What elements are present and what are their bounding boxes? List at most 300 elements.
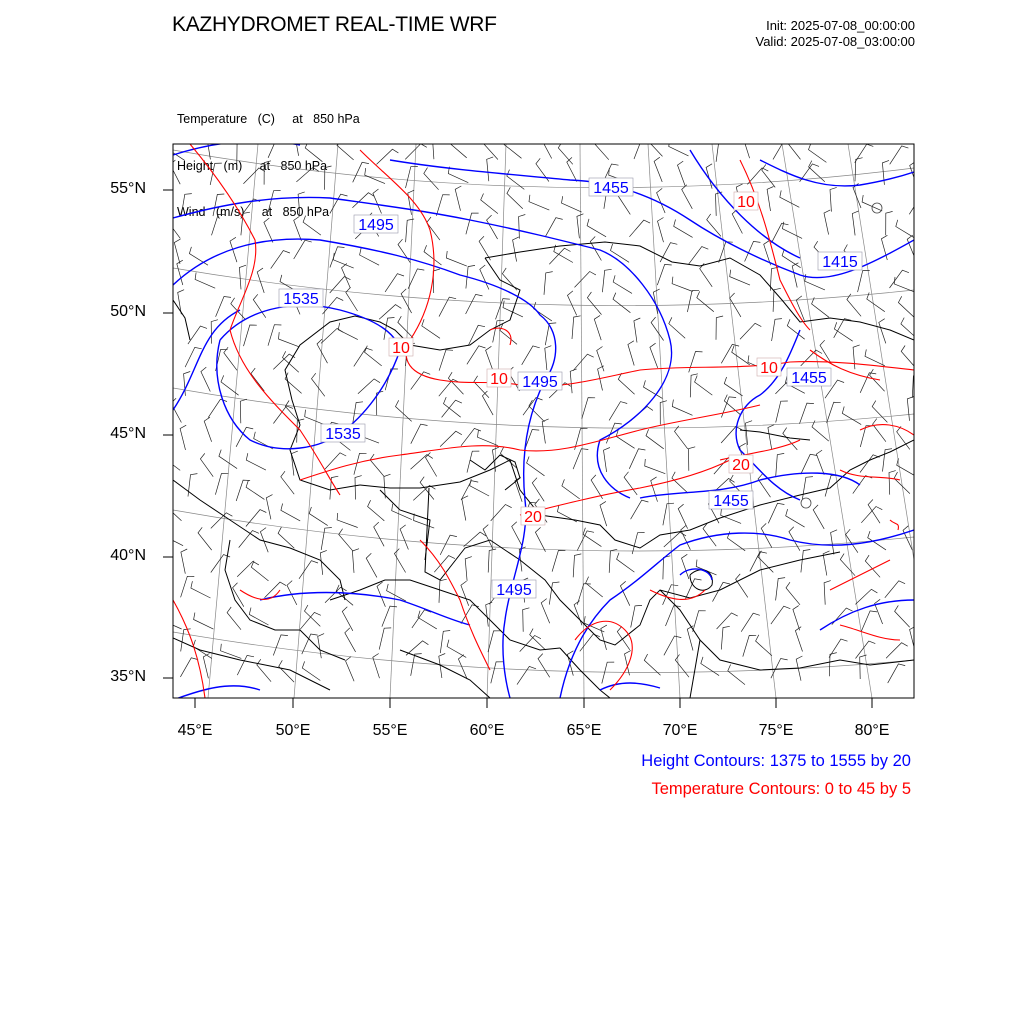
wind-barb [318, 634, 324, 659]
wind-barb [400, 525, 408, 550]
wind-barb [442, 400, 462, 417]
wind-barb [236, 480, 250, 501]
wind-barb [583, 528, 601, 547]
wind-barb [178, 290, 184, 315]
wind-barb [385, 274, 404, 292]
wind-barb [264, 218, 273, 243]
wind-barb [697, 291, 714, 311]
wind-barb [663, 503, 674, 525]
wind-barb [406, 167, 418, 189]
wind-barb [594, 315, 601, 340]
wind-barb [345, 628, 356, 652]
wind-barb [624, 472, 637, 495]
wind-barb [379, 628, 391, 650]
wind-barb [439, 297, 456, 317]
wind-barb [855, 144, 874, 163]
wind-barb [529, 195, 549, 210]
wind-barb [462, 496, 468, 521]
height-label: 1535 [283, 291, 319, 308]
wind-barb [532, 478, 544, 502]
wind-barb [424, 168, 439, 190]
wind-barb [268, 138, 284, 158]
lon-label: 45°E [177, 722, 213, 739]
wind-barb [268, 191, 280, 212]
wind-barb [246, 453, 266, 470]
wind-barb [682, 185, 693, 209]
lon-label: 65°E [566, 722, 602, 739]
wind-barb [787, 137, 801, 160]
wind-barb [294, 216, 302, 241]
wind-barb [436, 195, 449, 216]
wind-barb [337, 139, 354, 160]
wind-barb [411, 654, 422, 676]
wind-barb [368, 500, 385, 521]
wind-barb [479, 236, 490, 260]
wind-barb [646, 429, 664, 449]
wind-barb [446, 251, 466, 266]
wind-barb [366, 553, 377, 577]
wind-barb [872, 401, 887, 423]
wind-barb [840, 554, 855, 576]
wind-barb [486, 346, 494, 371]
wind-barb [401, 289, 412, 313]
wind-barb [795, 627, 802, 652]
height-legend: Height Contours: 1375 to 1555 by 20 [641, 752, 911, 770]
wind-barb [613, 275, 632, 293]
wind-barb [411, 424, 428, 444]
wind-barb [847, 294, 861, 317]
wind-barb [812, 421, 829, 442]
wind-barb [634, 318, 640, 343]
wind-barb [842, 407, 861, 425]
wind-barb [786, 582, 800, 605]
wind-barb [853, 476, 872, 494]
wind-barb [829, 653, 836, 677]
wind-barb [427, 217, 440, 240]
wind-barb [809, 143, 827, 162]
lon-label: 80°E [854, 722, 890, 739]
wind-barb [353, 162, 369, 182]
wind-barb [496, 299, 510, 320]
wind-barb [339, 529, 353, 552]
wind-barb [480, 265, 489, 290]
wind-barb [189, 247, 208, 265]
wind-barb [657, 188, 666, 213]
wind-barb [266, 495, 272, 520]
wind-barb [461, 481, 478, 500]
wind-barb [354, 348, 373, 366]
wind-barb [886, 211, 893, 235]
wind-barb [773, 141, 791, 160]
wind-barb [628, 341, 634, 366]
wind-barb [512, 522, 522, 546]
wind-barb [604, 448, 610, 473]
wind-barb [488, 631, 501, 652]
wind-barb [412, 610, 431, 628]
wind-barb [824, 210, 830, 235]
height-label: 1415 [822, 254, 858, 271]
wind-barb [233, 583, 244, 607]
wind-barb [549, 248, 570, 264]
wind-barb [609, 549, 617, 573]
wind-barb [188, 474, 197, 497]
wind-barb [867, 293, 885, 312]
wind-barb [787, 319, 804, 339]
wind-barb [194, 613, 214, 630]
wind-barb [251, 561, 268, 581]
wind-barb [789, 527, 800, 551]
wind-barb [432, 135, 439, 159]
wind-barb [377, 582, 385, 607]
wind-barb [406, 219, 415, 242]
wind-barb [434, 556, 455, 573]
wind-barb [703, 523, 716, 546]
wind-barb [740, 323, 761, 339]
temperature-label: 20 [524, 509, 542, 526]
wind-barb [320, 550, 327, 574]
wind-barb [298, 192, 305, 216]
wind-barb [570, 369, 577, 393]
field-height: Height (m) at 850 hPa [177, 158, 328, 173]
wind-barb [600, 501, 607, 526]
wind-barb [782, 249, 801, 268]
wind-barb [321, 528, 332, 550]
wind-barb [294, 240, 312, 259]
wind-barb [745, 241, 761, 261]
wind-barb [678, 504, 687, 528]
wind-barb [591, 475, 603, 499]
wind-barb [853, 183, 861, 208]
wind-barb [358, 379, 380, 394]
wind-barb [910, 162, 917, 187]
wind-barb [257, 659, 271, 682]
wind-barb [237, 561, 259, 576]
wind-barb [716, 139, 726, 162]
wind-barb [219, 450, 237, 469]
wind-barb [523, 608, 530, 632]
valid-time: Valid: 2025-07-08_03:00:00 [755, 34, 915, 49]
wind-barb [337, 513, 358, 528]
wind-barb [411, 455, 433, 470]
wind-barb [792, 263, 798, 288]
wind-barb [802, 477, 813, 500]
wind-barb [767, 187, 773, 212]
wind-barb [170, 160, 180, 184]
wind-barb [824, 581, 831, 605]
wind-barb [772, 223, 789, 243]
field-wind: Wind (m/s) at 850 hPa [177, 205, 330, 219]
wind-barb [577, 531, 594, 551]
wind-barb [552, 551, 565, 572]
wind-barb [244, 325, 257, 346]
wind-barb [562, 196, 582, 212]
wind-barb [573, 554, 581, 577]
wind-barb [895, 605, 910, 627]
wind-barb [542, 419, 548, 444]
wind-barb [333, 253, 353, 268]
wind-barb [440, 535, 457, 555]
wind-barb [780, 190, 800, 207]
wind-barb [741, 613, 760, 632]
wind-barb [651, 477, 658, 502]
wind-barb [527, 457, 545, 476]
wind-barb [346, 287, 358, 311]
wind-barb [213, 194, 224, 216]
wind-barb [268, 325, 281, 346]
wind-barb [577, 214, 584, 239]
wind-barb [654, 157, 662, 182]
wind-barb [657, 264, 671, 285]
lon-label: 75°E [758, 722, 794, 739]
lon-label: 70°E [662, 722, 698, 739]
wind-barb [562, 479, 580, 499]
wind-barb [693, 611, 706, 632]
wind-barb [674, 220, 693, 238]
field-temperature: Temperature (C) at 850 hPa [177, 112, 360, 126]
page-title: KAZHYDROMET REAL-TIME WRF [172, 13, 497, 36]
temperature-label: 20 [732, 457, 750, 474]
height-label: 1495 [522, 374, 558, 391]
wind-barb [281, 471, 294, 494]
wind-barb [461, 581, 469, 606]
wind-barb [609, 402, 627, 421]
wind-barb [675, 654, 689, 677]
wind-barb [916, 662, 931, 682]
wind-barb [648, 134, 663, 156]
wind-barb [743, 134, 750, 159]
wind-barb [355, 476, 362, 500]
longitude-lines [208, 144, 914, 698]
wind-barb [504, 138, 521, 158]
wind-barb [273, 354, 295, 369]
wind-barb [721, 427, 742, 443]
wind-barb [450, 137, 467, 158]
wind-barb [227, 607, 241, 630]
wind-barb [713, 582, 730, 601]
wind-barb [663, 556, 670, 580]
wind-barb [696, 560, 716, 575]
wind-barb [558, 142, 573, 164]
wind-barb [519, 547, 526, 572]
wind-barb [433, 269, 440, 293]
wind-barb [645, 459, 666, 474]
wind-barb [707, 214, 721, 237]
wind-barb [689, 247, 709, 265]
wind-barb [210, 163, 222, 185]
wind-barb [342, 264, 351, 289]
wind-barb [535, 527, 545, 551]
wind-barb [846, 529, 858, 553]
wind-barb [572, 316, 581, 339]
wind-barb [567, 157, 577, 181]
temperature-label: 10 [490, 371, 508, 388]
wind-barb [470, 479, 489, 496]
wind-barb [240, 399, 247, 423]
wind-barb [894, 277, 915, 292]
wind-barb [617, 553, 635, 572]
wind-barb [487, 157, 494, 181]
wind-barb [200, 453, 213, 476]
height-label: 1535 [325, 426, 361, 443]
wind-barb [545, 218, 563, 237]
wind-barb [701, 657, 719, 676]
wind-barb [486, 602, 493, 626]
wind-barb [440, 631, 450, 654]
wind-barb [672, 400, 692, 416]
wind-barb [338, 323, 358, 340]
wind-barb [195, 273, 215, 289]
wind-barb [554, 245, 573, 263]
wind-barb [914, 137, 921, 161]
wind-barb [545, 346, 552, 370]
wind-barb [629, 449, 645, 469]
wind-barb [538, 654, 550, 678]
wind-barb [204, 417, 211, 442]
wind-barb [448, 372, 463, 394]
wind-barb [305, 605, 321, 626]
wind-barb [606, 423, 622, 443]
lon-label: 55°E [372, 722, 408, 739]
wind-barb [776, 401, 788, 423]
wind-barb [721, 508, 741, 523]
wind-barb [568, 291, 577, 316]
wind-barb [832, 608, 853, 625]
wind-barb [873, 419, 886, 442]
wind-barb [831, 530, 838, 555]
wind-barb [721, 397, 736, 418]
wind-barb [890, 146, 909, 164]
wind-barb [167, 142, 185, 161]
wind-barb [669, 140, 689, 156]
wind-barb [305, 410, 325, 425]
wind-barb [620, 581, 629, 605]
wind-barb [816, 450, 824, 475]
wind-barb [675, 426, 688, 449]
wind-barb [519, 215, 526, 239]
wind-barb [216, 297, 231, 317]
wind-barb [861, 507, 882, 523]
wind-barb [379, 305, 401, 320]
wind-barb [249, 608, 268, 625]
wind-barb [858, 270, 870, 292]
wind-barb [426, 453, 437, 477]
wind-barb [629, 220, 650, 237]
temperature-label: 10 [760, 360, 778, 377]
wind-barb [287, 581, 297, 605]
wind-barb [672, 277, 693, 292]
lon-label: 60°E [469, 722, 505, 739]
wind-barb [203, 654, 209, 679]
temperature-label: 10 [737, 194, 755, 211]
wind-barb [743, 636, 756, 657]
wind-barb [478, 430, 498, 445]
wind-barb [594, 137, 609, 159]
wind-barb [618, 373, 634, 394]
wind-barb [251, 368, 264, 391]
wind-barb [281, 504, 300, 521]
wind-barb [800, 403, 814, 424]
temperature-legend: Temperature Contours: 0 to 45 by 5 [651, 780, 911, 798]
wind-barb [829, 639, 848, 658]
init-time: Init: 2025-07-08_00:00:00 [766, 18, 915, 33]
wind-barb [191, 581, 211, 598]
wind-barb [658, 218, 664, 243]
wind-barb [861, 611, 877, 631]
wind-barb [466, 213, 479, 234]
wind-barb [907, 397, 914, 421]
wind-barb [541, 134, 551, 158]
wind-barb [650, 343, 658, 368]
wind-barb [513, 237, 519, 262]
height-label: 1495 [358, 217, 394, 234]
wind-barb [382, 606, 397, 627]
wind-barb [855, 158, 863, 182]
wind-barb [889, 471, 896, 495]
wind-barb [896, 220, 915, 238]
wind-barb [890, 270, 909, 288]
wind-barb [644, 654, 660, 675]
wind-barb [352, 193, 374, 208]
wind-barb [201, 367, 210, 391]
wind-barb [750, 552, 767, 572]
wind-barb [303, 216, 321, 236]
wind-barb [801, 350, 822, 366]
wind-barb [522, 346, 540, 365]
wind-barb [180, 658, 198, 677]
height-label: 1455 [713, 493, 749, 510]
wind-barb [672, 472, 688, 493]
wind-barb [700, 263, 713, 286]
wind-barb [786, 509, 805, 527]
latitude-lines [173, 150, 914, 673]
wind-barb [879, 319, 886, 344]
wind-barb [466, 294, 483, 314]
wind-barb [897, 426, 910, 449]
wind-barb [483, 137, 498, 159]
wind-barb [776, 453, 785, 476]
wind-barb [716, 316, 723, 340]
wind-barb [762, 164, 776, 187]
wind-barb [392, 504, 412, 520]
wind-barb [888, 664, 906, 683]
wind-barb [660, 243, 677, 262]
wind-barb [695, 376, 713, 396]
wind-barb [768, 425, 774, 450]
wind-barb [916, 558, 937, 575]
wind-barb [325, 166, 332, 190]
wind-barb [181, 549, 187, 574]
wind-barb [912, 374, 920, 397]
wind-barb [257, 268, 264, 293]
wind-barb [296, 167, 318, 182]
wind-barb [305, 142, 322, 162]
wind-barb [180, 425, 186, 450]
wind-barb [812, 297, 829, 317]
wind-barb [768, 503, 784, 523]
wind-barb [174, 239, 180, 264]
wind-barb [236, 427, 253, 447]
wind-barb [868, 500, 880, 524]
temperature-contour-labels [389, 192, 781, 526]
wind-barb [483, 525, 493, 549]
wind-barb [611, 244, 630, 262]
wind-barb [517, 666, 536, 684]
wind-barb [682, 554, 689, 579]
wind-barb [910, 626, 916, 651]
wind-barb [352, 549, 359, 573]
wind-barb [181, 194, 192, 216]
map-plot-area [162, 131, 937, 700]
